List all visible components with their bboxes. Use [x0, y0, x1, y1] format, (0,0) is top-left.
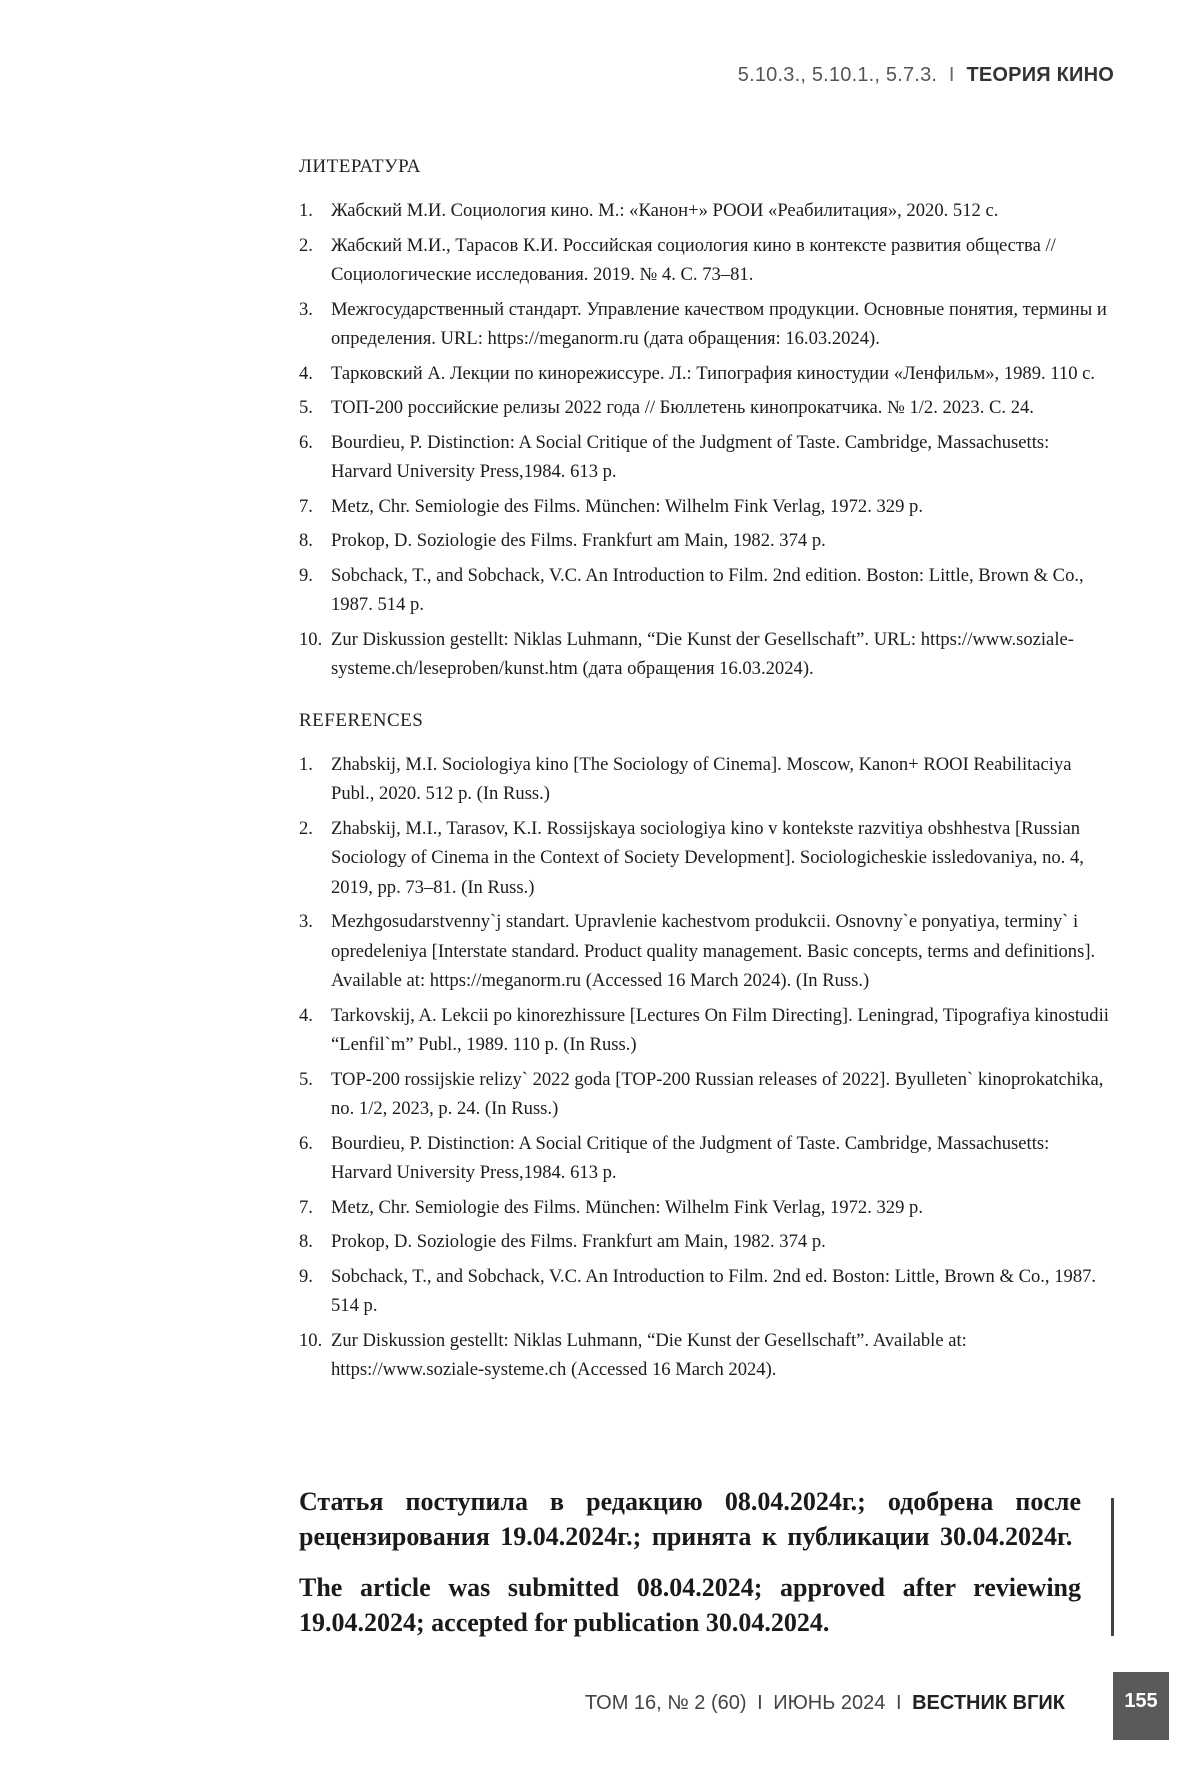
item-text: Zur Diskussion gestellt: Niklas Luhmann, “Die Kunst der Gesellschaft”. Available at: https://www.soziale-systeme.ch (Accessed 16 March 2024).	[331, 1329, 967, 1380]
list-item	[299, 814, 1114, 903]
list-item	[299, 428, 1114, 487]
item-text: Zhabskij, M.I., Tarasov, K.I. Rossijskaya sociologiya kino v kontekste razvitiya obshhestva [Russian Sociology of Cinema in the Context of Society Development]. Sociologicheskie issledovaniya, no. 4, 2019, pp. 73–81. (In Russ.)	[331, 817, 1084, 898]
vertical-divider	[1111, 1498, 1114, 1636]
item-text: Prokop, D. Soziologie des Films. Frankfurt am Main, 1982. 374 p.	[331, 1231, 826, 1252]
list-item	[299, 1129, 1114, 1188]
bibliography	[299, 156, 1114, 1390]
literature-heading: ЛИТЕРАТУРА	[299, 156, 421, 177]
list-item	[299, 625, 1114, 684]
item-text: Тарковский А. Лекции по кинорежиссуре. Л.: Типография киностудии «Ленфильм», 1989. 110 с.	[331, 362, 1096, 384]
item-text: Sobchack, T., and Sobchack, V.C. An Introduction to Film. 2nd edition. Boston: Little, Brown & Co., 1987. 514 p.	[331, 564, 1084, 615]
item-number: 5.	[299, 397, 313, 418]
list-item	[299, 231, 1114, 290]
list-item	[299, 1262, 1114, 1321]
item-text: Межгосударственный стандарт. Управление качеством продукции. Основные понятия, термины и определения. URL: https://meganorm.ru (дата обращения: 16.03.2024).	[331, 298, 1107, 349]
references-list	[299, 750, 1114, 1385]
item-number: 8.	[299, 530, 313, 551]
item-number: 6.	[299, 1132, 313, 1154]
list-item	[299, 359, 1114, 389]
item-text: Metz, Chr. Semiologie des Films. München: Wilhelm Fink Verlag, 1972. 329 p.	[331, 495, 923, 517]
list-item	[299, 907, 1114, 996]
item-number: 9.	[299, 564, 313, 586]
list-item	[299, 196, 1114, 226]
list-item	[299, 1227, 1114, 1257]
item-text: Bourdieu, P. Distinction: A Social Critique of the Judgment of Taste. Cambridge, Massachusetts: Harvard University Press,1984. 613 p.	[331, 431, 1050, 482]
footer-journal-title: ВЕСТНИК ВГИК	[912, 1692, 1065, 1714]
item-text: Жабский М.И. Социология кино. М.: «Канон+» РООИ «Реабилитация», 2020. 512 с.	[331, 200, 999, 221]
header-codes: 5.10.3., 5.10.1., 5.7.3.	[737, 64, 938, 86]
item-number: 9.	[299, 1265, 313, 1287]
item-text: Tarkovskij, A. Lekcii po kinorezhissure [Lectures On Film Directing]. Leningrad, Tipografiya kinostudii “Lenfil`m” Publ., 1989. 110 p. (In Russ.)	[331, 1004, 1109, 1055]
item-number: 10.	[299, 1329, 323, 1351]
list-item	[299, 295, 1114, 354]
running-head	[738, 64, 1114, 87]
item-number: 8.	[299, 1231, 313, 1252]
item-number: 1.	[299, 753, 313, 775]
article-dates-ru: Статья поступила в редакцию 08.04.2024г.; одобрена после рецензирования 19.04.2024г.; принята к публикации 30.04.2024г.	[299, 1487, 1081, 1551]
item-text: TOP-200 rossijskie relizy` 2022 goda [TOP-200 Russian releases of 2022]. Byulleten` kinoprokatchika, no. 1/2, 2023, p. 24. (In Russ.)	[331, 1068, 1104, 1119]
item-number: 7.	[299, 1196, 313, 1218]
item-number: 10.	[299, 628, 323, 650]
item-number: 2.	[299, 234, 313, 256]
header-section-title: ТЕОРИЯ КИНО	[966, 64, 1114, 86]
item-text: Mezhgosudarstvenny`j standart. Upravlenie kachestvom produkcii. Osnovny`e ponyatiya, terminy` i opredeleniya [Interstate standard. Product quality management. Basic concepts, terms and definitions]. Available at: https://meganorm.ru (Accessed 16 March 2024). (In Russ.)	[331, 911, 1096, 991]
article-dates-en: The article was submitted 08.04.2024; approved after reviewing 19.04.2024; accepted for publication 30.04.2024.	[299, 1573, 1081, 1637]
article-dates	[299, 1484, 1081, 1656]
list-item	[299, 1001, 1114, 1060]
list-item	[299, 1326, 1114, 1385]
item-text: ТОП-200 российские релизы 2022 года // Бюллетень кинопрокатчика. № 1/2. 2023. С. 24.	[331, 397, 1034, 418]
list-item	[299, 526, 1114, 556]
literature-list	[299, 196, 1114, 684]
list-item	[299, 492, 1114, 522]
running-footer	[585, 1692, 1065, 1715]
item-number: 7.	[299, 495, 313, 517]
item-number: 5.	[299, 1068, 313, 1090]
item-text: Bourdieu, P. Distinction: A Social Critique of the Judgment of Taste. Cambridge, Massachusetts: Harvard University Press,1984. 613 p.	[331, 1132, 1050, 1183]
footer-date: ИЮНЬ 2024	[773, 1692, 886, 1714]
item-text: Sobchack, T., and Sobchack, V.C. An Introduction to Film. 2nd ed. Boston: Little, Brown & Co., 1987. 514 p.	[331, 1265, 1097, 1316]
header-separator: I	[948, 64, 955, 86]
item-number: 4.	[299, 362, 313, 384]
footer-separator: I	[757, 1692, 763, 1714]
list-item	[299, 393, 1114, 423]
item-text: Metz, Chr. Semiologie des Films. München: Wilhelm Fink Verlag, 1972. 329 p.	[331, 1196, 923, 1218]
item-text: Zur Diskussion gestellt: Niklas Luhmann, “Die Kunst der Gesellschaft”. URL: https://www.soziale-systeme.ch/leseproben/kunst.htm (дата обращения 16.03.2024).	[331, 628, 1074, 679]
item-text: Zhabskij, M.I. Sociologiya kino [The Sociology of Cinema]. Moscow, Kanon+ ROOI Reabilitaciya Publ., 2020. 512 p. (In Russ.)	[331, 753, 1072, 804]
item-number: 1.	[299, 200, 313, 221]
item-number: 3.	[299, 911, 313, 932]
item-number: 2.	[299, 817, 313, 839]
item-number: 6.	[299, 431, 313, 453]
list-item	[299, 561, 1114, 620]
item-text: Prokop, D. Soziologie des Films. Frankfurt am Main, 1982. 374 p.	[331, 530, 826, 551]
list-item	[299, 750, 1114, 809]
item-number: 4.	[299, 1004, 313, 1026]
item-text: Жабский М.И., Тарасов К.И. Российская социология кино в контексте развития общества // Социологические исследования. 2019. № 4. С. 73–81.	[331, 234, 1056, 285]
footer-issue: ТОМ 16, № 2 (60)	[584, 1692, 747, 1714]
list-item	[299, 1065, 1114, 1124]
item-number: 3.	[299, 298, 313, 320]
references-heading: REFERENCES	[299, 709, 424, 731]
list-item	[299, 1193, 1114, 1223]
page-number: 155	[1113, 1672, 1169, 1740]
footer-separator: I	[895, 1692, 902, 1714]
